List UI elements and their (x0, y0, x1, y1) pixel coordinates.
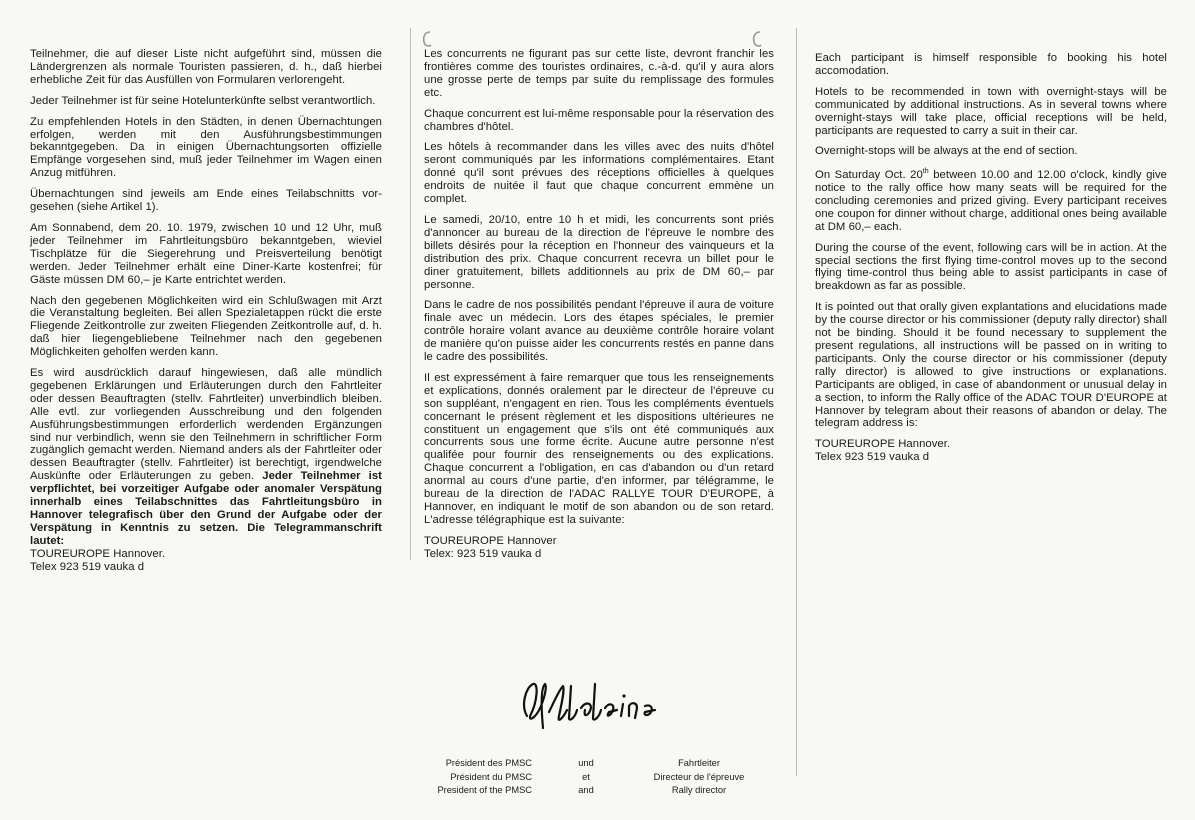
paragraph-text: On Saturday Oct. 20 (815, 169, 923, 182)
role-line: President of the PMSC (437, 785, 532, 795)
handwritten-signature (505, 676, 675, 736)
paragraph (30, 367, 382, 548)
paragraph: Dans le cadre de nos possibilités pendant l'épreuve il aura de voiture finale avec un médecin. Lors des étapes spéciales, le premier contrôle horaire volant avance au deuxième contrôle horaire volant de manière qu'on puisse aider les concurrents restés en panne dans le cadre des possibilités. (424, 299, 774, 364)
paragraph: Chaque concurrent est lui-même responsable pour la réservation des chambres d'hôtel. (424, 107, 774, 133)
english-column (815, 52, 1167, 464)
paragraph: Le samedi, 20/10, entre 10 h et midi, les concurrents sont priés d'annoncer au bureau de la direction de l'épreuve le nombre des billets désirés pour la réception en l'honneur des vainqueurs et la distribution des prix. Chaque concurrent recevra un billet pour le diner gratuitement, billets additionnels au prix de DM 60,– par personne. (424, 213, 774, 291)
conjunction: et (582, 771, 590, 782)
german-column (30, 48, 382, 574)
paragraph: It is pointed out that orally given explantations and elucidations made by the course director or his commissioner (deputy rally director) shall not be binding. Should it be found necessary to supplement the present regulations, all instructions will be passed on in writing to participants. Only the course director or his commissioner (deputy rally director) is allowed to give instructions or explanations. Participants are obliged, in case of abandonment or unusual delay in a section, to inform the Rally office of the ADAC TOUR D'EUROPE at Hannover by telegram about their reasons of abandon or delay. The telegram address is: (815, 301, 1167, 430)
french-column (424, 48, 774, 561)
paragraph: Hotels to be recommended in town with overnight-stays will be communicated by additional instructions. As in several towns where overnight-stays will take place, official receptions will be held, participants are requested to carry a suit in their car. (815, 85, 1167, 137)
role-line: Fahrtleiter (678, 758, 720, 768)
paragraph: Les hôtels à recommander dans les villes avec des nuits d'hôtel seront communiqués par les informations complémentaires. Etant donné qu'il sont prévues des réceptions officielles à quelques endroits de nuitée il faut que chaque concurrent emmène un complet. (424, 141, 774, 206)
paragraph: Each participant is himself responsible fo booking his hotel accomodation. (815, 52, 1167, 77)
paragraph: During the course of the event, following cars will be in action. At the special sections the first flying time-control moves up to the second flying time-control thus being able to assist participants in case of breakdown as far as possible. (815, 241, 1167, 293)
role-line: Directeur de l'épreuve (653, 771, 745, 782)
conjunction: and (578, 785, 594, 795)
telex-number: Telex: 923 519 vauka d (424, 547, 542, 560)
column-divider (410, 28, 411, 560)
telex-number: Telex 923 519 vauka d (815, 451, 930, 464)
paragraph: Overnight-stops will be always at the end of section. (815, 145, 1078, 158)
role-line: Président des PMSC (445, 758, 532, 768)
signature-roles-right (634, 757, 764, 798)
role-line: Président du PMSC (450, 771, 532, 782)
telegram-address: TOUREUROPE Hannover (424, 534, 557, 547)
telex-number: Telex 923 519 vauka d (30, 560, 145, 573)
paragraph: Übernachtungen sind jeweils am Ende eines Teilabschnitts vorgesehen (siehe Artikel 1). (30, 188, 382, 214)
paragraph: Teilnehmer, die auf dieser Liste nicht aufgeführt sind, müssen die Ländergrenzen als normale Touristen passieren, d. h., daß hierbei erhebliche Zeit für das Ausfüllen von Formularen verlorengeht. (30, 48, 382, 86)
role-line: Rally director (671, 785, 727, 795)
paragraph-text: between 10.00 and 12.00 o'clock, kindly give notice to the rally office how many seats will be required for the concluding ceremonies and prized giving. Every participant receives one coupon for dinner without charge, additional ones being available at DM 60,– each. (815, 169, 1167, 233)
paragraph (815, 166, 1167, 233)
paragraph: Jeder Teilnehmer ist für seine Hotelunterkünfte selbst verantwortlich. (30, 94, 376, 107)
paragraph: Il est expressément à faire remarquer que tous les renseignements et explications, donnés oralement par le directeur de l'épreuve cu son suppléant, n'engagent en rien. Tous les compléments éventuels concernant le présent règlement et les dispositions ultérieures ne constituent un engagement que s'ils ont été communiqués aux concurrents sous une forme écrite. Aucune autre personne n'est qualifée pour fournir des renseignements ou des explications. Chaque concurrent a l'obligation, en cas d'abandon ou d'un retard anormal au cours d'une partie, d'en informer, par télégramme, le bureau de la direction de l'ADAC RALLYE TOUR D'EUROPE, à Hannover, en indiquant le motif de son abandon ou de son retard. L'adresse télégraphique est la suivante: (424, 371, 774, 526)
superscript: th (922, 168, 929, 176)
signature-conjunctions (566, 757, 606, 798)
paragraph-text: Es wird ausdrücklich darauf hingewiesen, daß alle mündlich gegebenen Erklärungen und Erläuterungen durch den Fahrtleiter oder dessen Beauftragten (stellv. Fahrtleiter) unverbindlich bleiben. Alle evtl. zur vorliegenden Ausschreibung und den folgenden Ausführungsbestimmungen erforderlich werdenden Ergänzungen sind nur verbindlich, wenn sie den Teilnehmern in schriftlicher Form zugänglich gemacht werden. Niemand anders als der Fahrtleiter oder dessen Beauftragter (stellv. Fahrtleiter) ist berechtigt, irgendwelche Auskünfte oder Erläuterungen zu geben. (30, 367, 382, 483)
punch-hole-icon (751, 30, 763, 48)
paragraph: Nach den gegebenen Möglichkeiten wird ein Schlußwagen mit Arzt die Veranstaltung begleiten. Bei allen Spezialetappen rückt die erste Fliegende Zeitkontrolle zur zweiten Fliegenden Zeitkontrolle auf, d. h. daß hier liegengebliebene Teilnehmer nach den gegebenen Möglichkeiten geholfen werden kann. (30, 294, 382, 359)
punch-hole-icon (421, 30, 433, 48)
paragraph: Zu empfehlenden Hotels in den Städten, in denen Übernachtungen erfolgen, werden mit den Ausführungsbestimmungen bekanntgegeben. Da in einigen Übernachtungsorten offizielle Empfänge vorgesehen sind, muß jeder Teilnehmer im Wagen einen Anzug mitführen. (30, 115, 382, 180)
bold-notice: Jeder Teilnehmer ist verpflichtet, bei vorzeitiger Aufgabe oder anomaler Verspätung innerhalb eines Teilabschnittes das Fahrtleitungsbüro in Hannover telegrafisch über den Grund der Aufgabe oder der Verspätung in Kenntnis zu setzen. Die Telegrammanschrift lautet: (30, 470, 382, 547)
telegram-address: TOUREUROPE Hannover. (815, 438, 951, 451)
paragraph: Am Sonnabend, dem 20. 10. 1979, zwischen 10 und 12 Uhr, muß jeder Teilnehmer im Fahrtleitungsbüro bekanntgeben, wieviel Tischplätze für die Siegerehrung und Preisverteilung benötigt werden. Jeder Teilnehmer erhält eine Diner-Karte kostenfrei; für Gäste müssen DM 60,– je Karte entrichtet werden. (30, 221, 382, 286)
conjunction: und (578, 758, 594, 768)
telegram-address: TOUREUROPE Hannover. (30, 547, 166, 560)
signature-roles-left (424, 757, 532, 798)
paragraph: Les concurrents ne figurant pas sur cette liste, devront franchir les frontières comme des touristes ordinaires, c.-à-d. qu'il y aura alors une grosse perte de temps par suite du remplissage des formules etc. (424, 48, 774, 99)
column-divider (796, 28, 797, 776)
